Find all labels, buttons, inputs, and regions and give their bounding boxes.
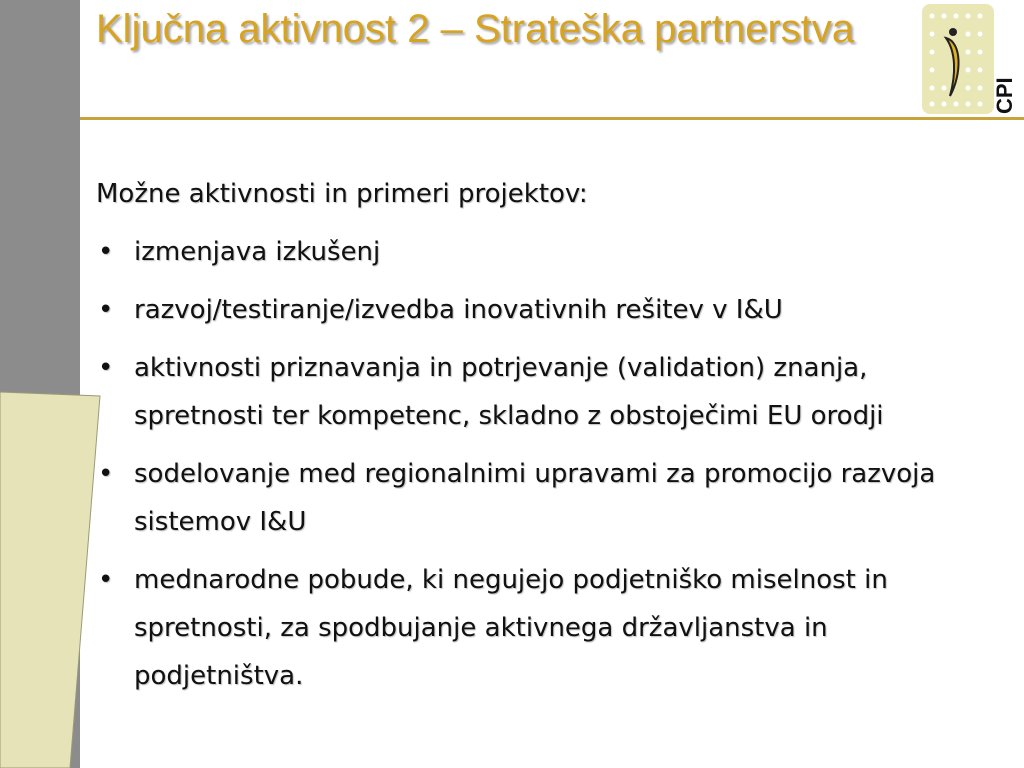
- svg-text:CPI: CPI: [992, 77, 1017, 114]
- list-item-text: izmenjava izkušenj: [134, 237, 381, 267]
- bullet-icon: •: [98, 353, 114, 383]
- list-item-text: razvoj/testiranje/izvedba inovativnih rešitev v I&U: [134, 295, 783, 325]
- list-item-text: mednarodne pobude, ki negujejo podjetniško miselnost in spretnosti, za spodbujanje aktivnega državljanstva in podjetništva.: [134, 565, 888, 691]
- bullet-icon: •: [98, 237, 114, 267]
- title-underline: [80, 117, 1024, 120]
- cpi-logo-icon: [922, 4, 1018, 114]
- list-item: [96, 556, 996, 700]
- left-accent-shape: [0, 0, 110, 768]
- bullet-icon: •: [98, 295, 114, 325]
- list-item: [96, 450, 996, 546]
- slide-content: [96, 170, 996, 710]
- intro-text: Možne aktivnosti in primeri projektov:: [96, 179, 588, 209]
- slide-title: Ključna aktivnost 2 – Strateška partnerstva: [96, 7, 855, 51]
- list-item: [96, 228, 996, 276]
- bullet-icon: •: [98, 459, 114, 489]
- list-item: [96, 286, 996, 334]
- list-item-text: sodelovanje med regionalnimi upravami za promocijo razvoja sistemov I&U: [134, 459, 936, 537]
- list-item-text: aktivnosti priznavanja in potrjevanje (validation) znanja, spretnosti ter kompetenc, skladno z obstoječimi EU orodji: [134, 353, 884, 431]
- list-item: [96, 344, 996, 440]
- bullet-list: [96, 228, 996, 700]
- bullet-icon: •: [98, 565, 114, 595]
